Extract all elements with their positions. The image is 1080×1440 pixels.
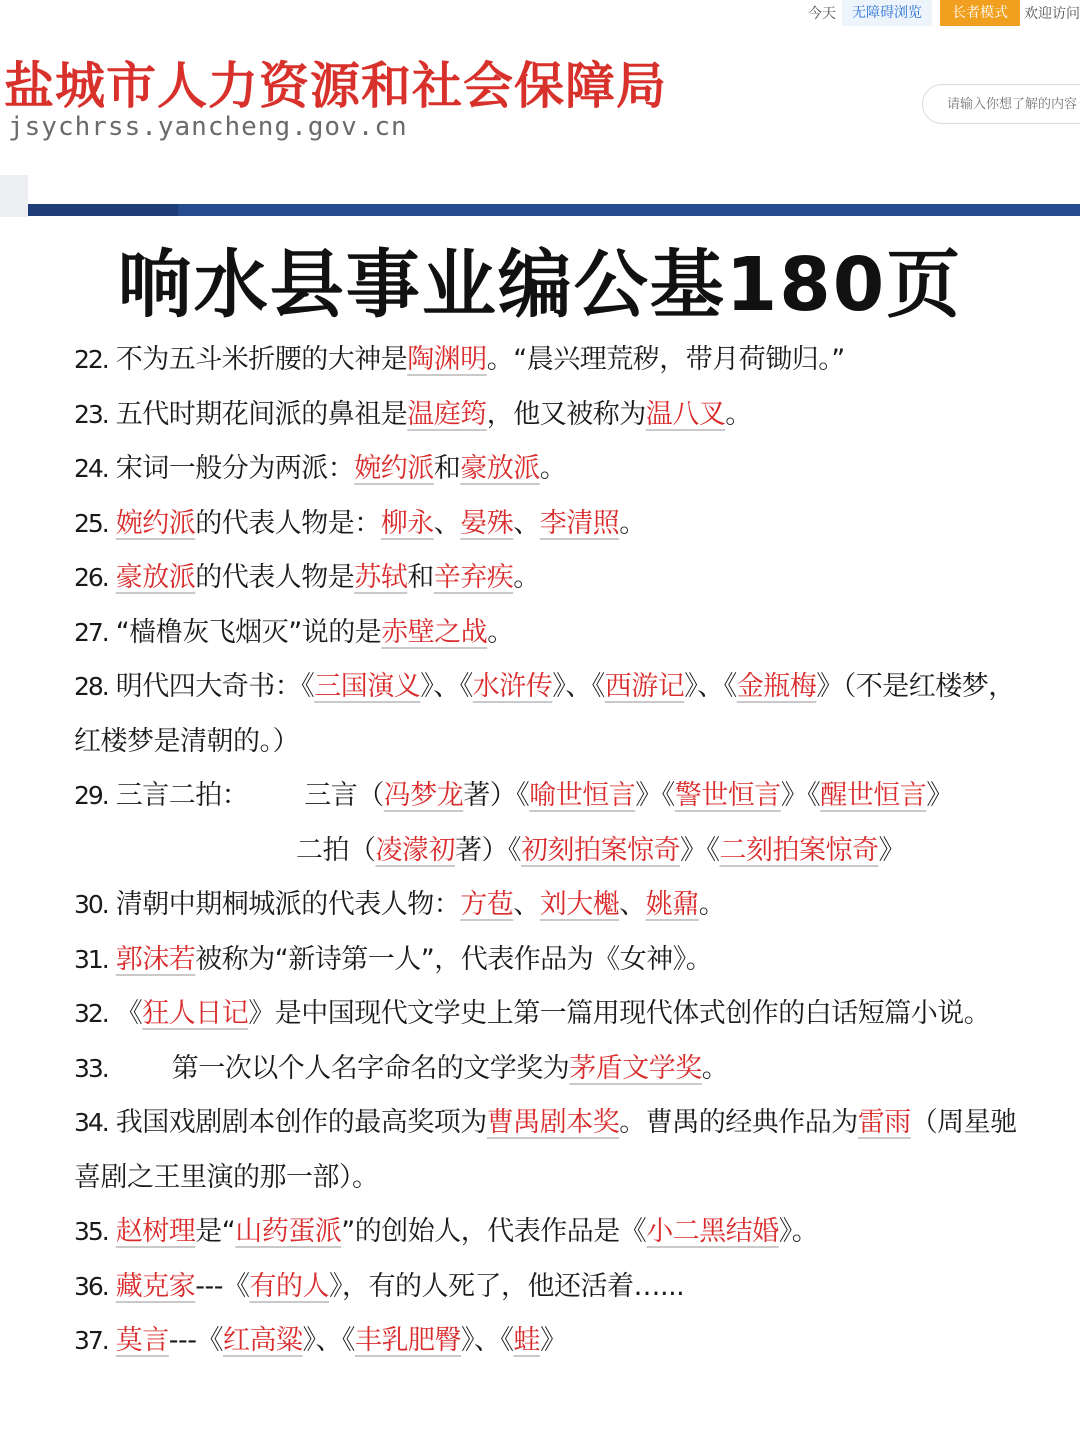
accessible-browse-button[interactable]: 无障碍浏览 [842,0,932,26]
answer-highlight: 李清照 [539,507,620,539]
item-number: 23. [74,399,108,429]
site-domain: jsychrss.yancheng.gov.cn [8,112,408,142]
item-number: 24. [74,454,108,483]
item-text: 》、《 [420,671,473,702]
item-text: 》、《 [684,671,737,702]
item-text: 》是中国现代文学史上第一篇用现代体式创作的白话短篇小说。 [248,998,991,1029]
item-text: ”的创始人，代表作品是《 [341,1216,647,1247]
answer-highlight: 茅盾文学奖 [569,1052,702,1084]
item-text: 被称为“新诗第一人”，代表作品为《女神》。 [195,943,713,975]
item-text: 》，有的人死了，他还活着…... [329,1270,685,1302]
item-text: 红楼梦是清朝的。） [74,725,299,757]
site-name: 盐城市人力资源和社会保障局 [4,57,667,115]
list-item [74,1260,1064,1315]
item-text: 我国戏剧剧本创作的最高奖项为 [115,1107,487,1138]
item-text: 喜剧之王里演的那一部）。 [74,1161,379,1193]
item-text: 和 [407,562,434,593]
answer-highlight: 藏克家 [115,1270,196,1302]
item-text: ---《 [168,1325,223,1356]
answer-highlight: 雷雨 [857,1107,911,1138]
answer-highlight: 姚鼐 [645,889,699,920]
item-text: 。 [539,453,567,484]
list-item [74,1205,1064,1260]
answer-highlight: 陶渊明 [407,344,487,375]
item-text: 。 [513,562,540,593]
list-item [74,606,1064,661]
item-number: 27. [74,617,108,647]
list-item [74,769,1064,824]
answer-highlight: 曹禺剧本奖 [486,1107,620,1138]
item-text: 的代表人物是： [195,507,381,539]
item-text: 三言二拍： [115,780,249,811]
item-text: 是“ [195,1216,236,1247]
list-item [74,442,1064,497]
answer-highlight: 醒世恒言 [820,780,927,811]
item-text: 。“晨兴理荒秽，带月荷锄归。” [486,344,845,375]
answer-highlight: 狂人日记 [142,998,249,1029]
item-text: 著）《 [463,780,530,811]
item-number: 26. [74,563,108,592]
item-text: 《 [115,998,143,1029]
item-text: 三言（ [304,780,384,811]
item-text: 》（不是红楼梦， [816,671,1015,702]
answer-highlight: 红高粱 [223,1325,303,1356]
item-text: “樯橹灰飞烟灭”说的是 [115,616,382,648]
answer-highlight: 金瓶梅 [736,671,817,702]
item-text: 清朝中期桐城派的代表人物： [115,889,461,920]
notes-list [74,333,1064,1369]
welcome-text: 欢迎访问 [1024,6,1080,22]
item-number: 33. [74,1053,108,1083]
list-item [74,1314,1064,1369]
list-item [74,1096,1064,1151]
answer-highlight: 刘大櫆 [539,889,620,920]
list-item [74,388,1064,443]
answer-highlight: 二刻拍案惊奇 [719,834,879,866]
item-text: 。 [698,889,726,920]
answer-highlight: 柳永 [380,507,434,539]
item-text: 》 [926,780,953,811]
answer-highlight: 冯梦龙 [383,780,464,811]
answer-highlight: 婉约派 [354,453,434,484]
list-item [74,878,1064,933]
answer-highlight: 莫言 [115,1325,169,1356]
item-text: 不为五斗米折腰的大神是 [115,344,408,375]
answer-highlight: 辛弃疾 [433,562,514,593]
list-item [74,333,1064,388]
item-text: （周星驰 [910,1107,1017,1138]
answer-highlight: 豪放派 [115,562,196,593]
item-text: 、 [433,507,461,539]
item-number: 29. [74,781,108,810]
item-text: 》、《 [461,1325,514,1356]
item-number: 25. [74,508,108,538]
item-text: 。 [487,616,514,648]
item-text: ，他又被称为 [486,398,646,430]
item-text: 的代表人物是 [195,562,355,593]
utility-bar [802,0,1080,26]
item-text: 》、《 [302,1325,355,1356]
item-text: 》 [878,834,905,866]
answer-highlight: 温庭筠 [407,398,487,430]
item-text: 》《 [680,834,720,866]
answer-highlight: 豪放派 [460,453,540,484]
answer-highlight: 小二黑结婚 [646,1216,779,1247]
item-text: 、 [513,889,540,920]
answer-highlight: 赤壁之战 [381,616,488,648]
answer-highlight: 蛙 [513,1325,540,1356]
item-number: 36. [74,1271,108,1301]
item-text: 和 [433,453,461,484]
item-text: 五代时期花间派的鼻祖是 [115,398,408,430]
item-text: ---《 [195,1270,250,1302]
side-tab[interactable] [0,175,28,217]
item-text: 著）《 [455,834,521,866]
item-number: 31. [74,944,108,974]
list-item [74,715,1064,770]
answer-highlight: 西游记 [604,671,685,702]
item-text: 。曹禺的经典作品为 [619,1107,858,1138]
item-text: 、 [513,507,540,539]
item-text: 》《 [635,780,675,811]
item-text: 。 [619,507,646,539]
item-number: 30. [74,890,108,919]
answer-highlight: 警世恒言 [674,780,781,811]
answer-highlight: 凌濛初 [375,834,455,866]
item-text: 、 [619,889,646,920]
item-text: 》 [540,1325,567,1356]
item-number: 28. [74,672,108,701]
nav-bar[interactable] [28,204,1080,216]
answer-highlight: 赵树理 [115,1216,196,1247]
item-text: 》。 [778,1216,819,1247]
item-text: 明代四大奇书：《 [115,671,315,702]
answer-highlight: 方苞 [460,889,514,920]
answer-highlight: 喻世恒言 [529,780,636,811]
list-item [74,824,1064,879]
answer-highlight: 三国演义 [314,671,421,702]
search-input[interactable] [922,84,1080,124]
answer-highlight: 初刻拍案惊奇 [521,834,680,866]
today-link[interactable]: 今天 [808,6,836,22]
item-number: 34. [74,1108,108,1137]
item-text: 二拍（ [296,834,376,866]
answer-highlight: 丰乳肥臀 [355,1325,461,1356]
answer-highlight: 有的人 [249,1270,329,1302]
list-item [74,1042,1064,1097]
item-number: 22. [74,345,108,374]
list-item [74,551,1064,606]
list-item [74,933,1064,988]
item-text: 。 [725,398,752,430]
elder-mode-button[interactable]: 长者模式 [940,0,1020,26]
item-text: 》《 [780,780,821,811]
nav-bar-active-segment [28,204,178,216]
answer-highlight: 水浒传 [472,671,553,702]
item-number: 32. [74,999,108,1028]
list-item [74,1151,1064,1206]
list-item [74,497,1064,552]
list-item [74,987,1064,1042]
item-text: 第一次以个人名字命名的文学奖为 [171,1052,570,1084]
answer-highlight: 温八叉 [645,398,726,430]
answer-highlight: 郭沫若 [115,943,196,975]
document-title: 响水县事业编公基180页 [117,242,963,328]
answer-highlight: 苏轼 [354,562,408,593]
answer-highlight: 晏殊 [460,507,514,539]
item-text: 。 [701,1052,729,1084]
answer-highlight: 山药蛋派 [235,1216,342,1247]
item-number: 35. [74,1217,108,1246]
answer-highlight: 婉约派 [115,507,196,539]
list-item [74,660,1064,715]
item-number: 37. [74,1326,108,1355]
item-text: 》、《 [552,671,605,702]
item-text: 宋词一般分为两派： [115,453,355,484]
